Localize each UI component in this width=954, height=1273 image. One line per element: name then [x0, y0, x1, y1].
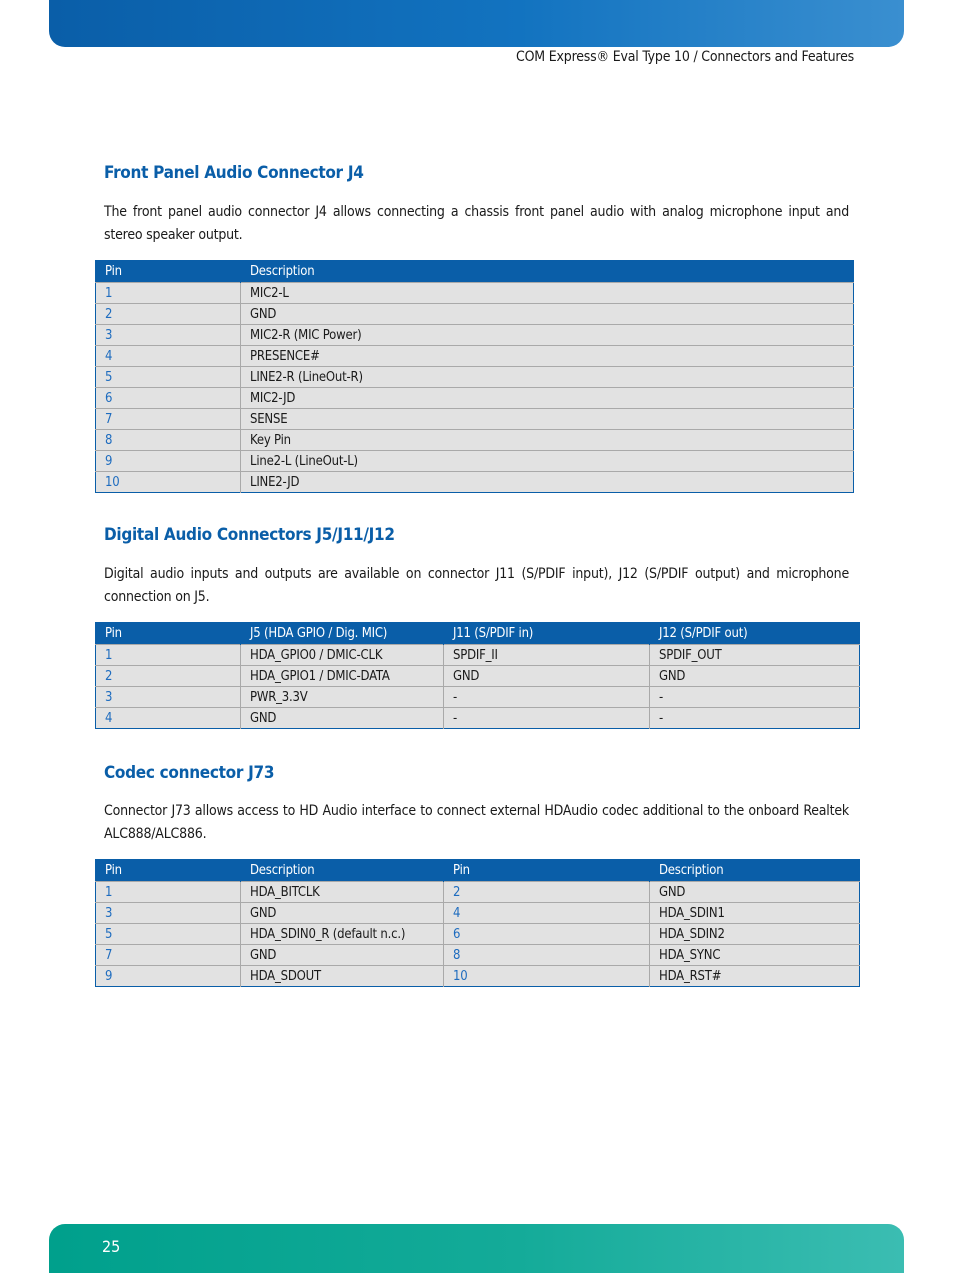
- table-row: [96, 924, 860, 945]
- pin-cell: 9: [96, 451, 241, 472]
- description-cell: MIC2-R (MIC Power): [241, 325, 854, 346]
- column-header: J11 (S/PDIF in): [444, 623, 650, 645]
- footer-banner: [49, 1224, 904, 1273]
- column-header: J12 (S/PDIF out): [650, 623, 860, 645]
- column-header: Description: [241, 860, 444, 882]
- j12-cell: GND: [650, 666, 860, 687]
- j11-cell: SPDIF_II: [444, 645, 650, 666]
- description-cell: HDA_SDIN2: [650, 924, 860, 945]
- j5-cell: PWR_3.3V: [241, 687, 444, 708]
- table-row: [96, 388, 854, 409]
- column-header: Pin: [444, 860, 650, 882]
- pin-cell: 1: [96, 645, 241, 666]
- pin-cell: 7: [96, 409, 241, 430]
- column-header: Pin: [96, 261, 241, 283]
- description-cell: HDA_BITCLK: [241, 882, 444, 903]
- codec-connector-table: [95, 859, 860, 987]
- pin-cell: 3: [96, 325, 241, 346]
- table-row: [96, 882, 860, 903]
- table-row: [96, 708, 860, 729]
- table-row: [96, 430, 854, 451]
- description-cell: HDA_SDIN1: [650, 903, 860, 924]
- section-title-front-panel-audio: Front Panel Audio Connector J4: [104, 163, 364, 183]
- pin-cell: 7: [96, 945, 241, 966]
- description-cell: HDA_RST#: [650, 966, 860, 987]
- table-row: [96, 945, 860, 966]
- table-row: [96, 966, 860, 987]
- description-cell: GND: [241, 945, 444, 966]
- pin-cell: 5: [96, 367, 241, 388]
- pin-cell: 9: [96, 966, 241, 987]
- description-cell: GND: [650, 882, 860, 903]
- table-row: [96, 283, 854, 304]
- j12-cell: -: [650, 708, 860, 729]
- header-caption: COM Express® Eval Type 10 / Connectors and Features: [515, 49, 854, 65]
- table-header-row: [96, 860, 860, 882]
- section-text-front-panel-audio: The front panel audio connector J4 allows connecting a chassis front panel audio with analog microphone input and stereo speaker output.: [104, 204, 849, 243]
- pin-cell: 6: [444, 924, 650, 945]
- description-cell: SENSE: [241, 409, 854, 430]
- j12-cell: -: [650, 687, 860, 708]
- table-row: [96, 346, 854, 367]
- table-header-row: [96, 261, 854, 283]
- table-row: [96, 367, 854, 388]
- description-cell: Line2-L (LineOut-L): [241, 451, 854, 472]
- pin-cell: 1: [96, 283, 241, 304]
- pin-cell: 2: [444, 882, 650, 903]
- description-cell: Key Pin: [241, 430, 854, 451]
- column-header: Pin: [96, 623, 241, 645]
- section-title-digital-audio: Digital Audio Connectors J5/J11/J12: [104, 525, 395, 545]
- table-row: [96, 409, 854, 430]
- pin-cell: 2: [96, 666, 241, 687]
- column-header: Pin: [96, 860, 241, 882]
- pin-cell: 3: [96, 903, 241, 924]
- front-panel-audio-table: [95, 260, 854, 493]
- j5-cell: GND: [241, 708, 444, 729]
- j11-cell: -: [444, 708, 650, 729]
- column-header: Description: [650, 860, 860, 882]
- description-cell: HDA_SDIN0_R (default n.c.): [241, 924, 444, 945]
- j11-cell: -: [444, 687, 650, 708]
- description-cell: LINE2-JD: [241, 472, 854, 493]
- pin-cell: 8: [444, 945, 650, 966]
- pin-cell: 2: [96, 304, 241, 325]
- pin-cell: 4: [96, 708, 241, 729]
- table-header-row: [96, 623, 860, 645]
- description-cell: GND: [241, 304, 854, 325]
- table-row: [96, 903, 860, 924]
- digital-audio-table: [95, 622, 860, 729]
- description-cell: HDA_SDOUT: [241, 966, 444, 987]
- pin-cell: 1: [96, 882, 241, 903]
- j5-cell: HDA_GPIO0 / DMIC-CLK: [241, 645, 444, 666]
- pin-cell: 8: [96, 430, 241, 451]
- pin-cell: 6: [96, 388, 241, 409]
- pin-cell: 5: [96, 924, 241, 945]
- j12-cell: SPDIF_OUT: [650, 645, 860, 666]
- page-number: 25: [102, 1237, 121, 1256]
- table-row: [96, 645, 860, 666]
- section-text-codec-connector: Connector J73 allows access to HD Audio interface to connect external HDAudio codec additional to the onboard Realtek ALC888/ALC886.: [104, 803, 849, 842]
- pin-cell: 3: [96, 687, 241, 708]
- pin-cell: 4: [96, 346, 241, 367]
- table-row: [96, 666, 860, 687]
- table-row: [96, 451, 854, 472]
- description-cell: GND: [241, 903, 444, 924]
- header-banner: [49, 0, 904, 47]
- column-header: J5 (HDA GPIO / Dig. MIC): [241, 623, 444, 645]
- pin-cell: 4: [444, 903, 650, 924]
- j11-cell: GND: [444, 666, 650, 687]
- description-cell: MIC2-JD: [241, 388, 854, 409]
- j5-cell: HDA_GPIO1 / DMIC-DATA: [241, 666, 444, 687]
- table-row: [96, 687, 860, 708]
- section-text-digital-audio: Digital audio inputs and outputs are available on connector J11 (S/PDIF input), J12 (S/PDIF output) and microphone connection on J5.: [104, 566, 849, 605]
- table-row: [96, 472, 854, 493]
- table-row: [96, 304, 854, 325]
- pin-cell: 10: [96, 472, 241, 493]
- description-cell: PRESENCE#: [241, 346, 854, 367]
- description-cell: LINE2-R (LineOut-R): [241, 367, 854, 388]
- table-row: [96, 325, 854, 346]
- section-title-codec-connector: Codec connector J73: [104, 763, 275, 783]
- description-cell: HDA_SYNC: [650, 945, 860, 966]
- description-cell: MIC2-L: [241, 283, 854, 304]
- pin-cell: 10: [444, 966, 650, 987]
- column-header: Description: [241, 261, 854, 283]
